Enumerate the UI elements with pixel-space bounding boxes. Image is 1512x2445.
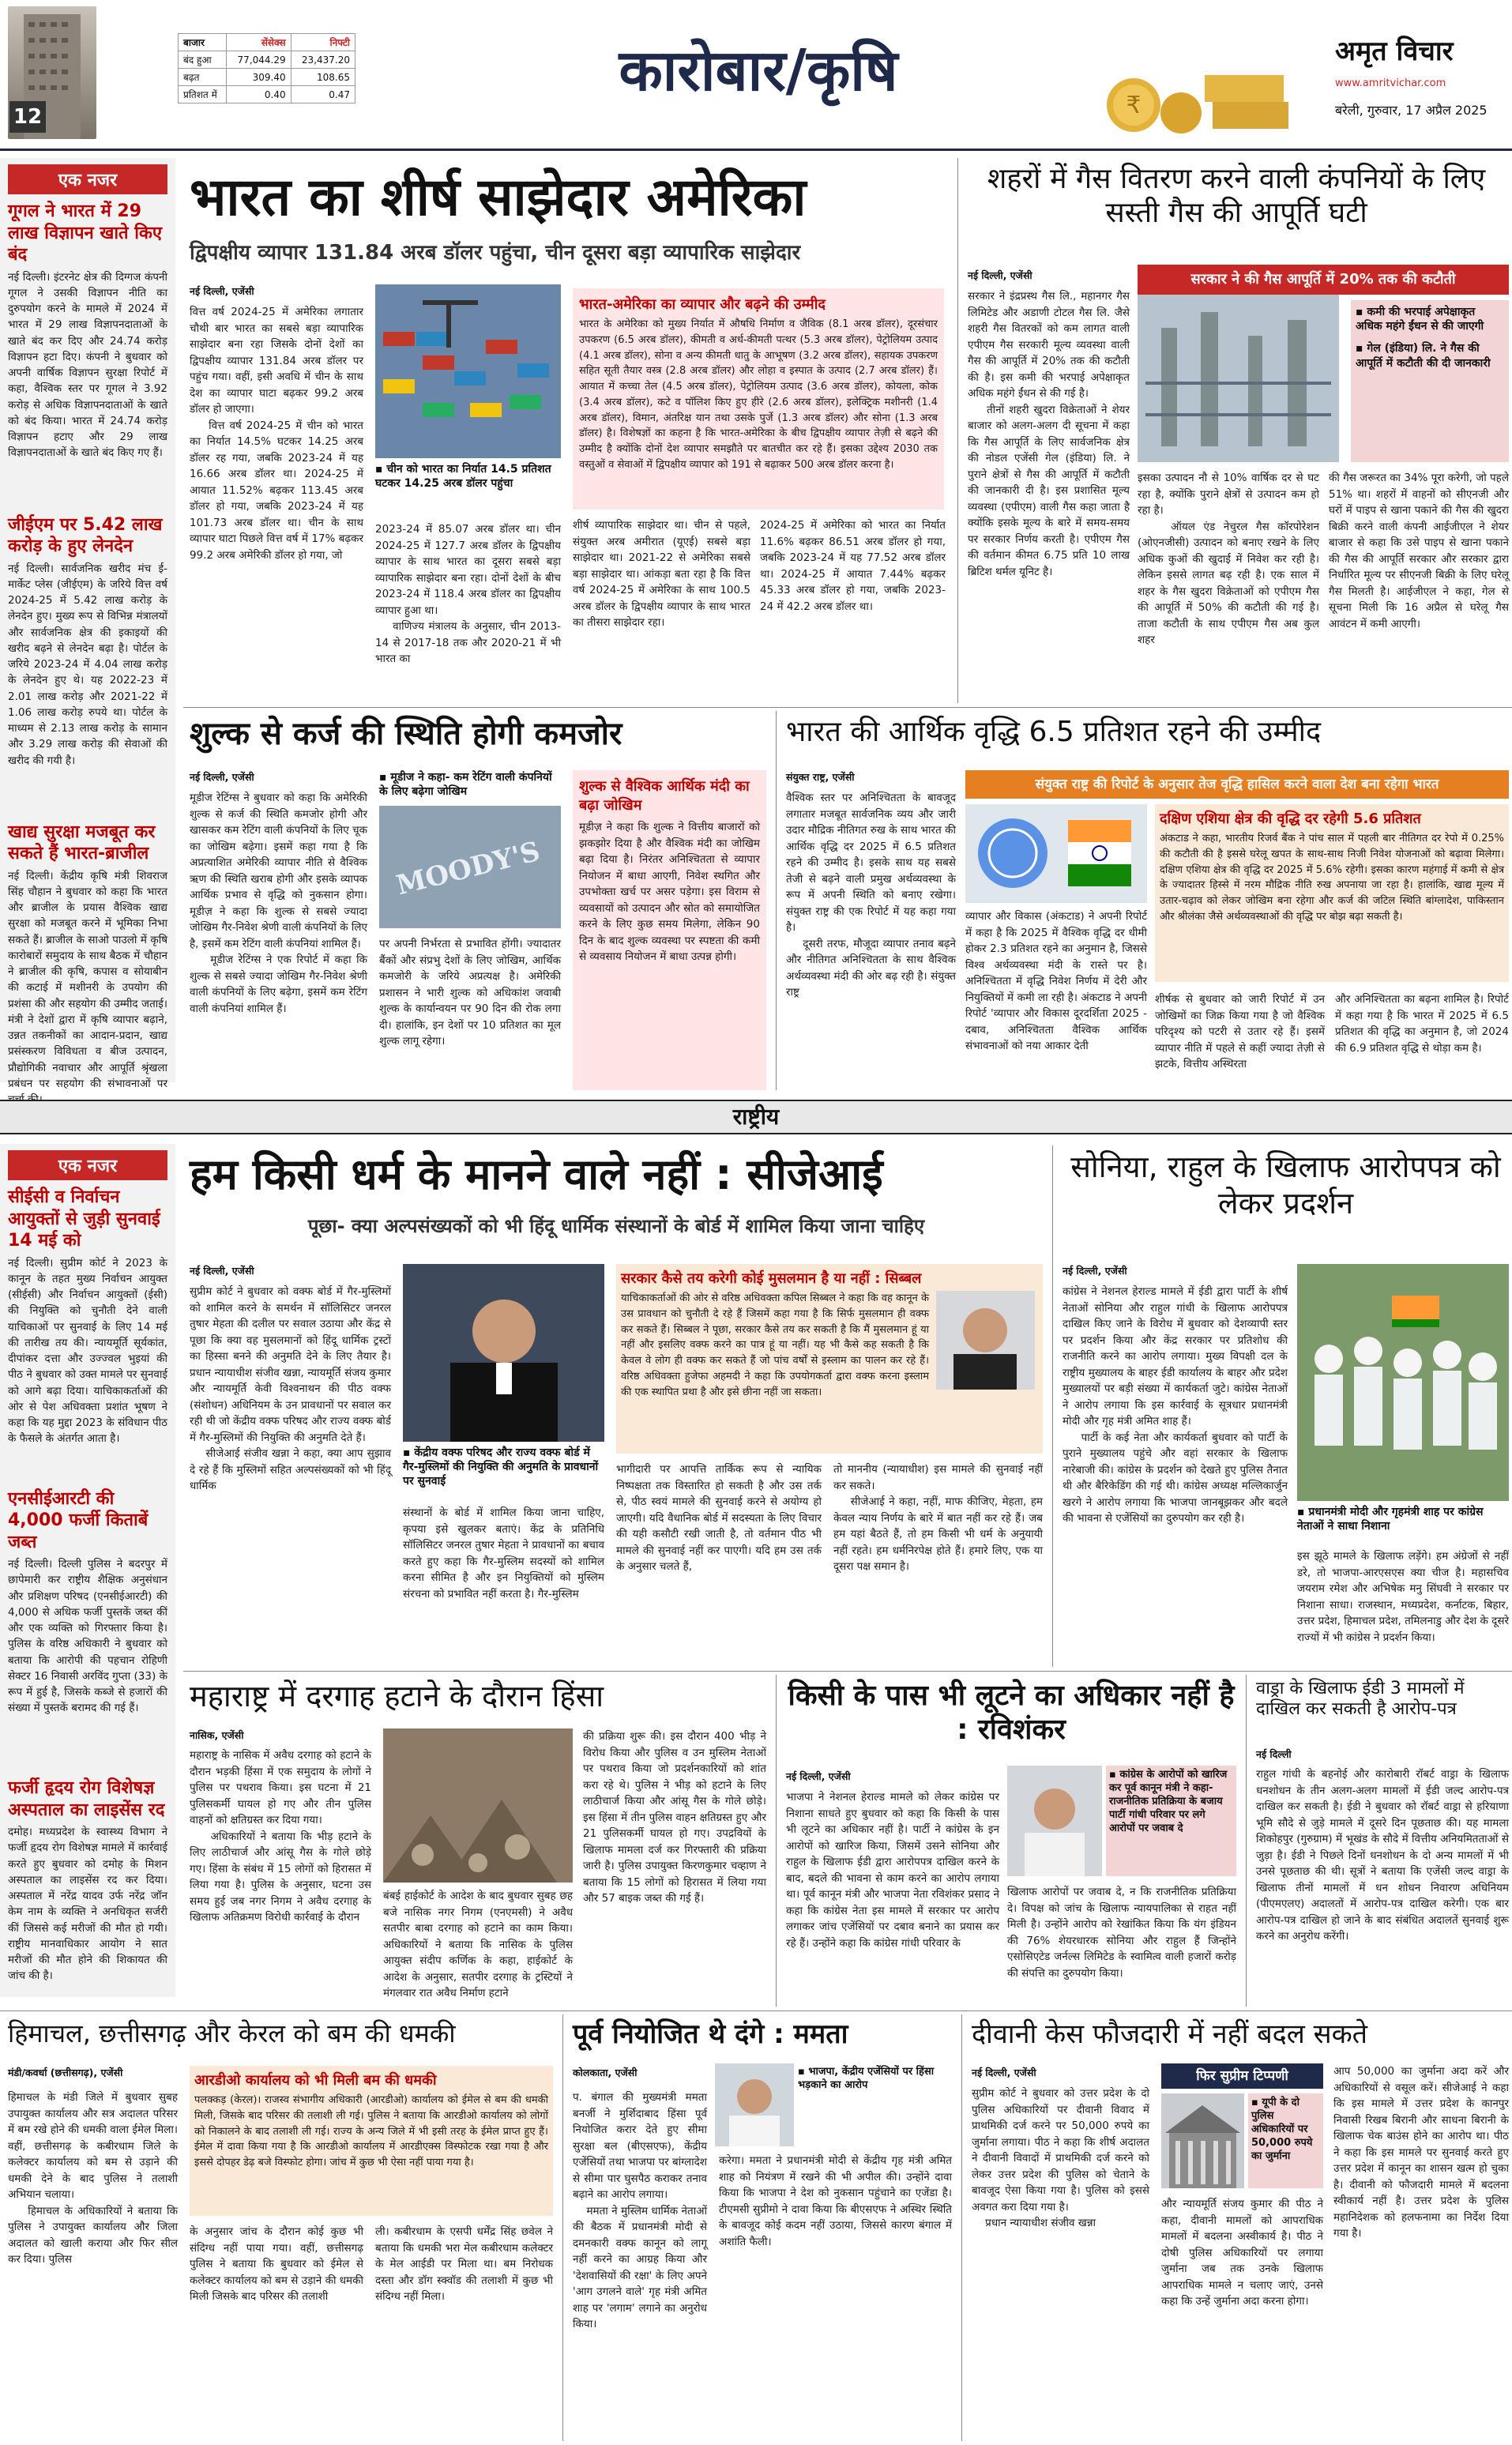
ed-dateline: नई दिल्ली [1256, 1748, 1292, 1760]
row-divider [183, 707, 1512, 708]
lead-headline: भारत का शीर्ष साझेदार अमेरिका [190, 167, 807, 228]
cji-photo-caption: ▪ केंद्रीय वक्फ परिषद और राज्य वक्फ बोर्ड में गैर-मुस्लिमों की नियुक्ति की अनुमति के प्रावधानों पर सुनवाई [403, 1446, 604, 1489]
market-cell: बंद हुआ [179, 51, 227, 69]
cji-photo [403, 1264, 604, 1442]
sc-comment-dateline: नई दिल्ली, एजेंसी [972, 2067, 1036, 2078]
violence-col-2: बंबई हाईकोर्ट के आदेश के बाद बुधवार सुबह छह बजे नासिक नगर निगम (एनएमसी) ने अवैध सतपीर बाबा दरगाह को हटाने का काम किया। अधिकारियों ने बताया कि नासिक के पुलिस आयुक्त संदीप कर्णिक के कहा, हाईकोर्ट के आदेश के अनुसार, सतपीर दरगाह के ट्रस्टियों ने मंगलवार रात अवैध निर्माण हटाने [383, 1890, 577, 2000]
market-header: सेंसेक्स [227, 34, 291, 51]
mamata-col-1: प. बंगाल की मुख्यमंत्री ममता बनर्जी ने मुर्शिदाबाद हिंसा पूर्व नियोजित करार देते हुए सीमा सुरक्षा बल (बीएसएफ), केंद्रीय एजेंसियों तथा भाजपा पर बांग्लादेश से सीमा पार घुसपैठ कराकर तनाव बढ़ाने का आरोप लगाया। ममता ने मुस्लिम धार्मिक नेताओं की बैठक में प्रधानमंत्री मोदी से दमनकारी वक्फ कानून को लागू नहीं करने का आग्रह किया और 'देशवासियों की रक्षा' के लिए अपने 'आग उगलने वाले' गृह मंत्री अमित शाह पर 'लगाम' लगाने का अनुरोध किया। [573, 2091, 707, 2331]
protest-photo-caption: ▪ प्रधानमंत्री मोदी और गृहमंत्री शाह पर कांग्रेस नेताओं ने साधा निशाना [1297, 1505, 1509, 1533]
svg-text:₹: ₹ [1126, 92, 1142, 119]
protest-photo [1297, 1264, 1509, 1501]
market-cell: 108.65 [291, 69, 355, 86]
mamata-side-caption: ▪ भाजपा, केंद्रीय एजेंसियों पर हिंसा भड़काने का आरोप [798, 2066, 952, 2093]
sc-comment-col-3: आप 50,000 का जुर्माना अदा करें और अधिकारियों से वसूल करें। सीजेआई ने कहा कि इस मामले में उत्तर प्रदेश के कानपुर निवासी रिखब बिरानी और साधना बिरानी के खिलाफ चेक बाउंस होने का आरोप था। पीठ ने कहा कि इस मामले पर सुनवाई करते हुए उत्तर प्रदेश में कानून का शासन खत्म हो चुका है। दीवानी को फौजदारी मामले में बदलना स्वीकार्य नहीं है। उत्तर प्रदेश के पुलिस महानिदेशक को हलफनामा का निर्देश दिया गया है। [1333, 2065, 1512, 2240]
mamata-dateline: कोलकाता, एजेंसी [573, 2067, 638, 2078]
tariff-box [573, 770, 766, 1090]
growth-box [1155, 804, 1509, 982]
newspaper-name: अमृत विचार [1335, 36, 1454, 67]
growth-col-4: और अनिश्चितता का बढ़ना शामिल है। रिपोर्ट में कहा गया है कि भारत में 2025 में 6.5 प्रतिशत की वृद्धि का अनुमान है, जो 2024 की 6.9 प्रतिशत वृद्धि से थोड़ा कम है। [1335, 993, 1512, 1055]
market-header: निफ्टी [291, 34, 355, 51]
sibal-photo [936, 1291, 1035, 1390]
lead-col-4: 2024-25 में अमेरिका को भारत का निर्यात 11.6% बढ़कर 86.51 अरब डॉलर हो गया, जबकि 2023-24 में यह 77.52 अरब डॉलर था। 2024-25 में आयात 7.44% बढ़कर 45.33 अरब डॉलर हो गया, जबकि 2023-24 में 42.2 अरब डॉलर था। [760, 519, 950, 613]
market-cell: 0.40 [227, 86, 291, 103]
ed-headline: वाड्रा के खिलाफ ईडी 3 मामलों में दाखिल कर सकती है आरोप-पत्र [1256, 1679, 1465, 1720]
dateline-top: बरेली, गुरुवार, 17 अप्रैल 2025 [1335, 103, 1488, 118]
ravishankar-headline: किसी के पास भी लूटने का अधिकार नहीं है : रविशंकर [788, 1680, 1235, 1747]
sonia-col-1: कांग्रेस ने नेशनल हेराल्ड मामले में ईडी द्वारा पार्टी के शीर्ष नेताओं सोनिया और राहुल गांधी के खिलाफ आरोपपत्र दाखिल किए जाने के विरोध में बुधवार को देशव्यापी स्तर पर प्रदर्शन किया और केंद्र सरकार पर प्रतिशोध की राजनीति करने का आरोप लगाया। मुख्य विपक्षी दल के राष्ट्रीय मुख्यालय के बाहर ईडी कार्यालय के बाहर और प्रदेश मुख्यालयों पर बड़ी संख्या में कार्यकर्ता जुटे। कांग्रेस नेताओं ने आरोप लगाया कि इस कार्रवाई के सूत्रधार प्रधानमंत्री मोदी और गृह मंत्री अमित शाह हैं। पार्टी के कई नेता और कार्यकर्ता बुधवार को पार्टी के पुराने मुख्यालय पहुंचे और वहां सरकार के खिलाफ नारेबाजी की। कांग्रेस के प्रदर्शन को देखते हुए पुलिस तैनात थी और बैरिकेडिंग की गई थी। कांग्रेस अध्यक्ष मल्लिकार्जुन खरगे ने आरोप लगाया कि भाजपा जानबूझकर और बदले की भावना से एजेंसियों का दुरुपयोग कर रही है। [1063, 1285, 1288, 1525]
sonia-col-2: इस झूठे मामले के खिलाफ लड़ेंगे। हम अंग्रेजों से नहीं डरे, तो भाजपा-आरएसएस क्या चीज है। महासचिव जयराम रमेश और अभिषेक मनु सिंघवी ने सरकार पर निशाना साधा। राजस्थान, मध्यप्रदेश, कर्नाटक, बिहार, उत्तर प्रदेश, हिमाचल प्रदेश, तमिलनाडु और देश के दूसरे राज्यों में भी कांग्रेस ने प्रदर्शन किया। [1297, 1550, 1512, 1644]
column-divider [776, 711, 777, 1090]
sonia-headline: सोनिया, राहुल के खिलाफ आरोपपत्र को लेकर प्रदर्शन [1070, 1149, 1501, 1221]
sidebar-headline: सीईसी व निर्वाचन आयुक्तों से जुड़ी सुनवाई 14 मई को [8, 1187, 160, 1251]
lead-col-3: शीर्ष व्यापारिक साझेदार था। चीन से पहले, संयुक्त अरब अमीरात (यूएई) सबसे बड़ा साझेदार था। 2021-22 से अमेरिका सबसे बड़ा साझेदार था। आंकड़ा बता रहा है कि वित्त वर्ष 2024-25 में अमेरिका के साथ 100.5 अरब डॉलर के द्विपक्षीय व्यापार के साथ भारत का तीसरा साझेदार रहा। [573, 519, 754, 630]
moodys-logo-text: MOODY'S [393, 835, 543, 902]
ravishankar-photo [1007, 1766, 1102, 1876]
masthead [0, 0, 1512, 150]
threat-col-3: ली। कबीरधाम के एसपी धर्मेंद्र सिंह छवेल ने बताया कि धमकी भरा मेल कबीरधाम कलेक्टर के मेल आईडी पर मिला था। बम निरोधक दस्ता और डॉग स्क्वॉड की तलाशी में कुछ भी संदिग्ध नहीं मिला। [375, 2225, 557, 2304]
market-cell: 0.47 [291, 86, 355, 103]
sc-comment-label: फिर सुप्रीम टिप्पणी [1161, 2063, 1323, 2089]
sidebar-text: नई दिल्ली। दिल्ली पुलिस ने बदरपुर में छापेमारी कर राष्ट्रीय शैक्षिक अनुसंधान और प्रशिक्षण परिषद (एनसीईआरटी) की 4,000 से अधिक फर्जी पुस्तकें जब्त कीं और एक व्यक्ति को गिरफ्तार किया है। पुलिस के वरिष्ठ अधिकारी ने बुधवार को बताया कि आरोपी की पहचान रोहिणी सेक्टर 16 निवासी अरविंद गुप्ता (33) के रूप में हुई है, जिसके कब्जे से हजारों की संख्या में पुस्तकें बरामद की गई हैं। [8, 1558, 167, 1715]
moodys-photo [379, 806, 561, 928]
ravishankar-col-1: भाजपा ने नेशनल हेराल्ड मामले को लेकर कांग्रेस पर निशाना साधते हुए बुधवार को कहा कि किसी के पास भी लूटने का अधिकार नहीं है। पार्टी ने कांग्रेस के इन आरोपों को खारिज किया, जिसमें उसने सोनिया और राहुल के खिलाफ ईडी द्वारा आरोपपत्र दाखिल करने के बाद, बदले की भावना से काम करने का आरोप लगाया था। पूर्व कानून मंत्री और भाजपा नेता रविशंकर प्रसाद ने कहा कि कांग्रेस नेता इस मामले में सरकार पर आरोप लगाकर जांच एजेंसियों पर दबाव बनाने का प्रयास कर रहे हैं। उन्होंने कहा कि कांग्रेस गांधी परिवार के [786, 1791, 1003, 1950]
market-cell: 23,437.20 [291, 51, 355, 69]
threat-col-1: हिमाचल के मंडी जिले में बुधवार सुबह उपायुक्त कार्यालय और सत्र अदालत परिसर में बम रखे होने की धमकी वाला ईमेल मिला। वहीं, छत्तीसगढ़ के कबीरधाम जिले के कलेक्टर कार्यालय को बम से उड़ाने की धमकी देने के बाद पुलिस ने तलाशी अभियान चलाया। हिमाचल के अधिकारियों ने बताया कि पुलिस ने उपायुक्त कार्यालय और जिला अदालत को खाली कराया और फिर सील कर दिया। पुलिस [8, 2091, 178, 2266]
column-divider [961, 2014, 962, 2441]
sc-col-2: संस्थानों के बोर्ड में शामिल किया जाना चाहिए, कृपया इसे खुलकर बताएं। केंद्र के प्रतिनिधि सॉलिसिटर जनरल तुषार मेहता ने प्रावधानों का बचाव करते हुए कहा कि गैर-मुस्लिम सदस्यों को शामिल करना सीमित है और इन नियुक्तियों को मुस्लिम संरचना को प्रभावित नहीं करता है। गैर-मुस्लिम [403, 1506, 608, 1601]
threat-box-title: आरडीओ कार्यालय को भी मिली बम की धमकी [194, 2072, 437, 2089]
tariff-box-title: शुल्क से वैश्विक आर्थिक मंदी का बढ़ा जोखिम [579, 778, 750, 814]
violence-dateline: नासिक, एजेंसी [190, 1729, 244, 1741]
growth-dateline: संयुक्त राष्ट्र, एजेंसी [786, 771, 855, 783]
market-header: बाजार [179, 34, 227, 51]
sibal-box-title: सरकार कैसे तय करेगी कोई मुसलमान है या नहीं : सिब्बल [621, 1270, 922, 1287]
sibal-box [616, 1264, 1043, 1454]
violence-col-3: की प्रक्रिया शुरू की। इस दौरान 400 भीड़ ने विरोध किया और पुलिस व उन मुस्लिम नेताओं पर पथराव किया जो प्रदर्शनकारियों को शांत करा रहे थे। पुलिस ने भीड़ को हटाने के लिए लाठीचार्ज किया और आंसू गैस के गोले छोड़े। इस हिंसा में तीन पुलिस वाहन क्षतिग्रस्त हुए और 21 पुलिसकर्मी घायल हो गए। उपद्रवियों के खिलाफ मामला दर्ज कर गिरफ्तारी की प्रक्रिया जारी है। पुलिस उपायुक्त किरणकुमार चव्हाण ने बताया कि 15 लोगों को हिरासत में लिया गया और 57 बाइक जब्त की गई हैं। [583, 1730, 770, 1905]
ravishankar-photo-caption: ▪ कांग्रेस के आरोपों को खारिज कर पूर्व कानून मंत्री ने कहा- राजनीतिक प्रतिक्रिया के बजाय पार्टी गांधी परिवार पर लगे आरोपों पर जवाब दे [1109, 1769, 1233, 1835]
sc-comment-col-1: सुप्रीम कोर्ट ने बुधवार को उत्तर प्रदेश के दो पुलिस अधिकारियों पर दीवानी विवाद में प्राथमिकी दर्ज करने पर 50,000 रुपये का जुर्माना लगाया। पीठ ने कहा कि शीर्ष अदालत ने दीवानी विवादों में प्राथमिकी दर्ज करने को लेकर उत्तर प्रदेश की पुलिस को चेताने के बावजूद ऐसा किया गया है। पुलिस को इससे अवगत करा दिया गया है। प्रधान न्यायाधीश संजीव खन्ना [972, 2087, 1149, 2230]
tariff-photo-caption: ▪ मूडीज ने कहा- कम रेटिंग वाली कंपनियों के लिए बढ़ेगा जोखिम [379, 770, 561, 799]
demolition-photo [383, 1728, 573, 1883]
market-row [179, 69, 355, 86]
market-cell: बढ़त [179, 69, 227, 86]
header-rule [0, 149, 1512, 151]
growth-col-2: व्यापार और विकास (अंकटाड) ने अपनी रिपोर्ट में कहा है कि 2025 में वैश्विक वृद्धि दर धीमी होकर 2.3 प्रतिशत रहने का अनुमान है, जिससे विश्व अर्थव्यवस्था मंदी के रास्ते पर है। अनिश्चितता में वृद्धि निवेश निर्णय में देरी और नियुक्तियों में कमी ला रही है। अंकटाड ने अपनी रिपोर्ट 'व्यापार और विकास दूरदर्शिता 2025 - दबाव, अनिश्चितता वैश्विक आर्थिक संभावनाओं को नया आकार देती [965, 910, 1151, 1053]
sonia-dateline: नई दिल्ली, एजेंसी [1063, 1265, 1127, 1277]
sidebar-label: एक नजर [8, 1150, 167, 1180]
sidebar-label: एक नजर [8, 164, 167, 194]
column-divider [1052, 1145, 1053, 1667]
sc-headline: हम किसी धर्म के मानने वाले नहीं : सीजेआई [190, 1149, 883, 1199]
sc-comment-col-2: और न्यायमूर्ति संजय कुमार की पीठ ने कहा, दीवानी मामलों को आपराधिक मामलों में बदलना अस्वीकार्य है। पीठ ने दोषी पुलिस अधिकारियों पर लगाया जुर्माना जब तक उनके खिलाफ आपराधिक मामले न चलाए जाएं, उनसे कहा कि उन्हें जुर्माना अदा करना होगा। [1161, 2198, 1327, 2308]
lead-box-title: भारत-अमेरिका का व्यापार और बढ़ने की उम्मीद [579, 296, 826, 313]
lead-info-box [573, 288, 944, 510]
gold-coins-image [1102, 43, 1296, 138]
market-cell: 77,044.29 [227, 51, 291, 69]
growth-col-3: शीर्षक से बुधवार को जारी रिपोर्ट में उन जोखिमों का जिक्र किया गया है जो वैश्विक परिदृश्य को पटरी से उतार रहे हैं। इसमें व्यापार नीति में पहले से कहीं ज्यादा तेज़ी से झटके, वित्तीय अस्थिरता [1155, 993, 1329, 1071]
violence-col-1: महाराष्ट्र के नासिक में अवैध दरगाह को हटाने के दौरान भड़की हिंसा में एक समुदाय के लोगों ने पुलिस पर पथराव किया। इस घटना में 21 पुलिसकर्मी घायल हो गए और तीन पुलिस वाहनों को क्षतिग्रस्त कर दिया गया। अधिकारियों ने बताया कि भीड़ हटाने के लिए लाठीचार्ज और आंसू गैस के गोले छोड़े गए। हिंसा के संबंध में 15 लोगों को हिरासत में लिया गया है। पुलिस के अनुसार, घटना उस समय हुई जब नगर निगम ने अवैध दरगाह के खिलाफ अतिक्रमण विरोधी कार्रवाई के दौरान [190, 1749, 371, 1924]
threat-col-2: के अनुसार जांच के दौरान कोई कुछ भी संदिग्ध नहीं पाया गया। वहीं, छत्तीसगढ़ पुलिस ने बताया कि बुधवार को ईमेल से कलेक्टर कार्यालय को बम से उड़ाने की धमकी मिली जिसके बाद परिसर की तलाशी [190, 2225, 367, 2304]
fine-box-text: ▪ यूपी के दो पुलिस अधिकारियों पर 50,000 रुपये का जुर्माना [1251, 2097, 1320, 2163]
sc-comment-headline: दीवानी केस फौजदारी में नहीं बदल सकते [972, 2018, 1368, 2050]
growth-headline: भारत की आर्थिक वृद्धि 6.5 प्रतिशत रहने की उम्मीद [786, 716, 1322, 748]
gas-col-2: इसका उत्पादन नौ से 10% वार्षिक दर से घट रहा है, क्योंकि पुराने क्षेत्रों से उत्पादन कम हो रहा है। ऑयल एंड नेचुरल गैस कॉरपोरेशन (ओएनजीसी) उत्पादन को बनाए रखने के लिए अधिक कुओं की खुदाई में निवेश कर रही है। लेकिन इससे लागत बढ़ रही है। एक साल में शहर के गैस खुदरा विक्रेताओं को एपीएम गैस की आपूर्ति में 50% की कटौती की गई है। ताजा कटौती के साथ एपीएम गैस अब कुल शहर [1138, 472, 1319, 647]
threat-dateline: मंडी/कवर्धा (छत्तीसगढ़), एजेंसी [8, 2067, 123, 2078]
market-cell: प्रतिशत में [179, 86, 227, 103]
supreme-court-photo [1161, 2093, 1244, 2188]
sidebar-headline: एनसीईआरटी की 4,000 फर्जी किताबें जब्त [8, 1488, 149, 1552]
row-divider [183, 1671, 1512, 1672]
section-title: कारोबार/कृषि [619, 37, 898, 103]
page-number: 12 [9, 101, 46, 133]
sidebar-text: नई दिल्ली। सार्वजनिक खरीद मंच ई-मार्केट प्लेस (जीईएम) के जरिये वित्त वर्ष 2024-25 में 5.42 लाख करोड़ के लेनदेन हुए। मुख्य रूप से विभिन्न मंत्रालयों और सार्वजनिक क्षेत्र की इकाइयों की खरीद बढ़ने से लेनदेन बढ़ा है। पोर्टल के जरिये 2023-24 में 4.04 लाख करोड़ के लेनदेन हुए थे। यह 2022-23 में 2.01 लाख करोड़ और 2021-22 में 1.06 लाख करोड़ रुपये था। पोर्टल के माध्यम से 2.13 लाख करोड़ के सामान और 3.29 लाख करोड़ की सेवाओं की खरीद की गयी है। [8, 562, 167, 767]
section-national-title: राष्ट्रीय [732, 1104, 780, 1130]
sc-col-1: सुप्रीम कोर्ट ने बुधवार को वक्फ बोर्ड में गैर-मुस्लिमों को शामिल करने के समर्थन में सॉलिसिटर जनरल तुषार मेहता की दलील पर सवाल उठाया और केंद्र से पूछा कि क्या वह मुसलमानों को हिंदू धार्मिक ट्रस्टों का हिस्सा बनने की अनुमति देने के लिए तैयार है। प्रधान न्यायाधीश संजीव खन्ना, न्यायमूर्ति संजय कुमार और न्यायमूर्ति केवी विश्वनाथन की पीठ वक्फ (संशोधन) अधिनियम के उन प्रावधानों पर सवाल कर रही थी जो केंद्रीय वक्फ परिषद और राज्य वक्फ बोर्ड में गैर-मुस्लिमों की नियुक्ति की अनुमति देते हैं। सीजेआई संजीव खन्ना ने कहा, क्या आप सुझाव दे रहे हैं कि मुस्लिमों सहित अल्पसंख्यकों को भी हिंदू धार्मिक [190, 1285, 392, 1493]
ravishankar-dateline: नई दिल्ली, एजेंसी [786, 1770, 851, 1782]
sidebar-text: दमोह। मध्यप्रदेश के स्वास्थ्य विभाग ने फर्जी हृदय रोग विशेषज्ञ मामले में कार्रवाई करते हुए बुधवार को दमोह के मिशन अस्पताल का लाइसेंस रद कर दिया। अस्पताल में नरेंद्र यादव उर्फ नरेंद्र जॉन केम नाम के व्यक्ति ने अनधिकृत सर्जरी कीं जिससे कई मरीजों की मौत हो गयी। राष्ट्रीय मानवाधिकार आयोग ने सात मरीजों की मौत होने की शिकायत की जांच की है। [8, 1826, 167, 1983]
market-cell: 309.40 [227, 69, 291, 86]
gas-bullet: ▪ कमी की भरपाई अपेक्षाकृत अधिक महंगे ईंधन से की जाएगी [1356, 305, 1504, 333]
lead-col-2: 2023-24 में 85.07 अरब डॉलर था। चीन 2024-25 में 127.7 अरब डॉलर के द्विपक्षीय व्यापार के साथ भारत का दूसरा सबसे बड़ा व्यापारिक साझेदार बना रहा। दोनों देशों के बीच 2023-24 में 118.4 अरब डॉलर का द्विपक्षीय व्यापार हुआ था। वाणिज्य मंत्रालय के अनुसार, चीन 2013-14 से 2017-18 तक और 2020-21 में भी भारत का [375, 523, 561, 666]
un-flags-photo [965, 804, 1147, 903]
market-row [179, 51, 355, 69]
tariff-col-1: मूडीज रेटिंग्स ने बुधवार को कहा कि अमेरिकी शुल्क से कर्ज की स्थिति कमजोर होगी और खासकर कम रेटिंग वाली कंपनियों के लिए चूक का जोखिम बढ़ेगा। इसमें कहा गया है कि अप्रत्याशित अमेरिकी व्यापार नीति से वैश्विक ऋण की स्थिति खराब होगी और इसके व्यापक आर्थिक प्रभाव से वृद्धि को नुकसान होगा। मूडीज़ ने कहा कि शुल्क से सबसे ज्यादा जोखिम गैर-निवेश श्रेणी वाली कंपनियों के लिए है, इसमें कम रेटिंग वाली कंपनियां शामिल हैं। मूडीज रेटिंग्स ने एक रिपोर्ट में कहा कि शुल्क से सबसे ज्यादा जोखिम गैर-निवेश श्रेणी वाली कंपनियों के लिए बढ़ेगा, इसमें कम रेटिंग वाली कंपनियां शामिल हैं। [190, 792, 368, 1015]
lead-dateline: नई दिल्ली, एजेंसी [190, 285, 254, 297]
column-divider [1246, 1675, 1247, 2007]
sidebar-text: नई दिल्ली। सुप्रीम कोर्ट ने 2023 के कानून के तहत मुख्य निर्वाचन आयुक्त (सीईसी) और निर्वाचन आयुक्तों (ईसी) की नियुक्ति को चुनौती देने वाली याचिकाओं पर सुनवाई के लिए 14 मई की तारीख तय की। न्यायमूर्ति सूर्यकांत, दीपांकर दत्ता और उज्ज्वल भुइयां की पीठ ने बुधवार को उक्त मामले पर सुनवाई को आगे बढ़ा दिया। याचिकाकर्ताओं की ओर से पेश अधिवक्ता प्रशांत भूषण ने कहा कि यह मुद्दा 2023 के संविधान पीठ के फैसले के अंतर्गत आता है। [8, 1256, 167, 1446]
sibal-box-text: याचिकाकर्ताओं की ओर से वरिष्ठ अधिवक्ता कपिल सिब्बल ने कहा कि वह कानून के उस प्रावधान को चुनौती दे रहे हैं जिसमें कहा गया है कि सिर्फ मुसलमान ही वक्फ कर सकते हैं। सिब्बल ने पूछा, सरकार कैसे तय कर सकती है कि मैं मुसलमान हूं या नहीं और इसलिए वक्फ करने का पात्र हूं या नहीं। यह भी कैसे कह सकती है कि केवल वे लोग ही वक्फ कर सकते हैं जो पांच वर्षों से इस्लाम का पालन कर रहे हैं। वरिष्ठ अधिवक्ता हुजेफा अहमदी ने कहा कि उपयोगकर्ता द्वारा वक्फ करना इस्लाम की एक स्थापित प्रथा है और इसे छीना नहीं जा सकता। [621, 1292, 933, 1398]
growth-col-1: वैश्विक स्तर पर अनिश्चितता के बावजूद लगातार मजबूत सार्वजनिक व्यय और जारी उदार मौद्रिक नीतिगत रुख के साथ भारत की आर्थिक वृद्धि दर 2025 में 6.5 प्रतिशत रहने की उम्मीद है। इसके साथ यह सबसे तेजी से बढ़ने वाली प्रमुख अर्थव्यवस्था के रूप में अपनी स्थिति को बनाए रखेगा। संयुक्त राष्ट्र की एक रिपोर्ट में यह कहा गया है। दूसरी तरफ, मौजूदा व्यापार तनाव बढ़ने और नीतिगत अनिश्चितता के साथ वैश्विक अर्थव्यवस्था मंदी की ओर बढ़ रही है। संयुक्त राष्ट्र [786, 792, 957, 999]
lead-col-1: वित्त वर्ष 2024-25 में अमेरिका लगातार चौथी बार भारत का सबसे बड़ा व्यापारिक साझेदार बना रहा जिसके दोनों देशों का द्विपक्षीय व्यापार 131.84 अरब डॉलर पर पहुंच गया। वहीं, इसी अवधि में चीन के साथ देश का व्यापार घाटा बढ़कर 99.2 अरब डॉलर हो जाएगा। वित्त वर्ष 2024-25 में चीन को भारत का निर्यात 14.5% घटकर 14.25 अरब डॉलर रह गया, जबकि 2023-24 में यह 16.66 अरब डॉलर था। 2024-25 में आयात 11.52% बढ़कर 113.45 अरब डॉलर हो गया, जबकि 2023-24 में यह 101.73 अरब डॉलर था। चीन के साथ व्यापार घाटा पिछले वित्त वर्ष में 17% बढ़कर 99.2 अरब अमेरिकी डॉलर हो गया, जो [190, 306, 364, 562]
column-divider [562, 2014, 563, 2441]
gas-col-3: की गैस जरूरत का 34% पूरा करेगी, जो पहले 51% था। शहरों में वाहनों को सीएनजी और घरों में पाइप से खाना पकाने की गैस की खुदरा बिक्री करने वाली कंपनी आईजीएल ने शेयर बाजार से कहा कि उसे पाइप से खाना पकाने की गैस की आपूर्ति सरकार और सरकार द्वारा निर्धारित मूल्य पर सीएनजी बिक्री के लिए घरेलू गैस मिलती है। आईजीएल ने कहा, गेल से सूचना मिली कि 16 अप्रैल से घरेलू गैस आवंटन में कमी आएगी। [1329, 472, 1512, 630]
column-divider [776, 1675, 777, 2007]
gas-col-1: सरकार ने इंद्रप्रस्थ गैस लि., महानगर गैस लिमिटेड और अडाणी टोटल गैस लि. जैसे शहरी गैस वितरकों को कम लागत वाली एपीएम गैस सरकारी मूल्य व्यवस्था वाली गैस की आपूर्ति में 20% तक की कटौती की है। इस कमी की भरपाई अपेक्षाकृत अधिक महंगे ईंधन से की गई है। तीनों शहरी खुदरा विक्रेताओं ने शेयर बाजार को अलग-अलग दी सूचना में कहा कि गैस आपूर्ति के लिए सार्वजनिक क्षेत्र की नोडल एजेंसी गेल (इंडिया) लि. ने पुराने क्षेत्रों से गैस की आपूर्ति में कटौती की जानकारी दी है। इस प्रशासित मूल्य व्यवस्था (एपीएम) वाली गैस कहा जाता है क्योंकि इसके मूल्य के बारे में समय-समय पर सरकार निर्णय करती है। एपीएम गैस की वर्तमान कीमत 6.75 प्रति 10 लाख ब्रिटिश थर्मल यूनिट है। [968, 290, 1130, 578]
violence-headline: महाराष्ट्र में दरगाह हटाने के दौरान हिंसा [190, 1679, 604, 1713]
sidebar-text: नई दिल्ली। केंद्रीय कृषि मंत्री शिवराज सिंह चौहान ने बुधवार को कहा कि भारत और ब्राजील के प्रयास वैश्विक खाद्य सुरक्षा को मजबूत करने में भूमिका निभा सकते हैं। ब्राजील के साओ पाउलो में कृषि कारोबारों समुदाय के साथ बैठक में चौहान ने ब्राजील की कृषि, कपास व सोयाबीन की कटाई में मशीनरी के उपयोग की प्रशंसा की और सहयोग की उम्मीद जताई। मंत्री ने देशों द्वारा में कृषि व्यापार बढ़ाने, उन्नत तकनीकों का आदान-प्रदान, खाद्य प्रसंस्करण विविधता व बीज उत्पादन, प्रौद्योगिकी नवाचार और आपूर्ति श्रृंखला प्रबंधन पर सहयोग की संभावनाओं पर [8, 869, 167, 1090]
ravishankar-col-2: खिलाफ आरोपों पर जवाब दे, न कि राजनीतिक प्रतिक्रिया दे। विपक्ष को जांच के खिलाफ न्यायपालिका से राहत नहीं मिली है। उन्होंने आरोप को रेखांकित किया कि यंग इंडियन की 76% शेयरधारक सोनिया और राहुल हैं जिन्होंने एसोसिएटेड जर्नल्स लिमिटेड के स्वामित्व वाली हजारों करोड़ की संपत्ति का दुरुपयोग किया। [1007, 1886, 1240, 1980]
market-table [178, 33, 355, 103]
sidebar-headline: गूगल ने भारत में 29 लाख विज्ञापन खाते किए बंद [8, 201, 163, 265]
threat-headline: हिमाचल, छत्तीसगढ़ और केरल को बम की धमकी [8, 2018, 456, 2048]
lead-subhead: द्विपक्षीय व्यापार 131.84 अरब डॉलर पहुंचा, चीन दूसरा बड़ा व्यापारिक साझेदार [190, 241, 801, 265]
sidebar-text: नई दिल्ली। इंटरनेट क्षेत्र की दिग्गज कंपनी गूगल ने उसकी विज्ञापन नीति का दुरुपयोग करने के मामले में 2024 में भारत में 29 लाख विज्ञापनदाताओं के खाते बंद कर दिए और 24.74 करोड़ विज्ञापन हटा दिए। कंपनी ने बुधवार को अपनी वार्षिक विज्ञापन सुरक्षा रिपोर्ट में कहा, वैश्विक स्तर पर गूगल ने 3.92 करोड़ से अधिक विज्ञापनदाताओं के खाते को बंद किया। भारत में 24.74 करोड़ विज्ञापन हटाए और 29 लाख विज्ञापनदाताओं के खाते बंद किए गए हैं। [8, 270, 167, 460]
sc-dateline: नई दिल्ली, एजेंसी [190, 1265, 254, 1277]
sidebar-bottom [0, 1144, 175, 1997]
website: www.amritvichar.com [1335, 77, 1446, 89]
growth-banner: संयुक्त राष्ट्र की रिपोर्ट के अनुसार तेज वृद्धि हासिल करने वाला देश बना रहेगा भारत [965, 770, 1509, 799]
tariff-box-text: मूडीज़ ने कहा कि शुल्क ने वित्तीय बाजारों को झकझोर दिया है और वैश्विक मंदी का जोखिम बढ़ा दिया है। निरंतर अनिश्चितता से व्यापार नियोजन में बाधा आएगी, निवेश स्थगित और उपभोक्ता खर्च पर असर पड़ेगा। इस विराम से व्यवसायों को उत्पादन और स्रोत को समायोजित करने के लिए कुछ समय मिलेगा, लेकिन 90 दिन के बाद शुल्क व्यवस्था पर स्पष्टता की कमी से व्यवसाय नियोजन में बाधा उत्पन्न होगी। [579, 821, 764, 964]
ravishankar-caption-box [1106, 1766, 1236, 1876]
gas-bullets [1351, 300, 1509, 462]
sidebar-top [0, 158, 175, 1090]
sidebar-headline: खाद्य सुरक्षा मजबूत कर सकते हैं भारत-ब्राजील [8, 822, 156, 863]
growth-box-title: दक्षिण एशिया क्षेत्र की वृद्धि दर रहेगी 5.6 प्रतिशत [1160, 811, 1421, 827]
port-photo [375, 284, 561, 458]
mamata-photo [715, 2063, 794, 2146]
sidebar-headline: फर्जी हृदय रोग विशेषज्ञ अस्पताल का लाइसेंस रद [8, 1778, 165, 1820]
mamata-headline: पूर्व नियोजित थे दंगे : ममता [573, 2018, 848, 2050]
gas-banner: सरकार ने की गैस आपूर्ति में 20% तक की कटौती [1138, 265, 1509, 295]
sc-subhead: पूछा- क्या अल्पसंख्यकों को भी हिंदू धार्मिक संस्थानों के बोर्ड में शामिल किया जाना चाहिए [307, 1215, 925, 1237]
lead-box-text: भारत के अमेरिका को मुख्य निर्यात में औषधि निर्माण व जैविक (8.1 अरब डॉलर), दूरसंचार उपकरण (6.5 अरब डॉलर), कीमती व अर्ध-कीमती पत्थर (5.3 अरब डॉलर), पेट्रोलियम उत्पाद (4.1 अरब डॉलर), सोना व अन्य कीमती धातु के आभूषण (3.2 अरब डॉलर), सहायक उपकरण सहित सूती तैयार वस्त्र (2.8 अरब डॉलर) और लोहा व इस्पात के उत्पाद (2.7 अरब डॉलर) हैं। आयात में कच्चा तेल (4.5 अरब डॉलर), पेट्रोलियम उत्पाद (3.6 अरब डॉलर), कोयला, कोक (3.4 अरब डॉलर), कटे व पॉलिश किए हुए हीरे (2.6 अरब डॉलर), इलेक्ट्रिक मशीनरी (1.4 अरब डॉलर), विमान, अंतरिक्ष यान तथा उसके पुर्जे (1.3 अरब डॉलर) और सोना (1.3 अरब डॉलर) है। विशेषज्ञों का कहना है कि भारत-अमेरिका के बीच द्विपक्षीय व्यापार तेज़ी से बढ़ने की उम्मीद है क्योंकि दोनों देश व्यापार समझौते पर बातचीत कर रहे हैं। इसका उद्देश्य 2030 तक वस्तुओं व सेवाओं में द्विपक्षीय व्यापार को 191 से बढ़ाकर 500 अरब डॉलर करना है। [579, 318, 942, 471]
market-row [179, 86, 355, 103]
gas-headline: शहरों में गैस वितरण करने वाली कंपनियों के लिए सस्ती गैस की आपूर्ति घटी [987, 163, 1486, 230]
port-photo-caption: ▪ चीन को भारत का निर्यात 14.5 प्रतिशत घटकर 14.25 अरब डॉलर पहुंचा [375, 462, 561, 491]
fine-box [1248, 2093, 1323, 2188]
ed-text: राहुल गांधी के बहनोई और कारोबारी रॉबर्ट वाड्रा के खिलाफ धनशोधन के तीन अलग-अलग मामलों में ईडी जल्द आरोप-पत्र दाखिल कर सकती है। ईडी ने बुधवार को रॉबर्ट वाड्रा से हरियाणा भूमि सौदे से जुड़े मामले में दूसरे दिन पूछताछ की। यह मामला शिकोहपुर (गुरुग्राम) में भूखंड के सौदे में वित्तीय अनियमितताओं से जुड़ा है। ईडी ने पिछले दिनों धनशोधन के दो अन्य मामलों में भी उनसे पूछताछ की थी। सूत्रों ने बताया कि एजेंसी जल्द वाड्रा के खिलाफ तीनों मामलों में धन शोधन निवारण अधिनियम (पीएमएलए) अदालतों में आरोप-पत्र दाखिल करेगी। एक बार आरोप-पत्र दाखिल हो जाने के बाद संबंधित अदालतें सुनवाई शुरू करने का अनुरोध करेंगी। [1256, 1768, 1512, 1943]
sc-col-4: तो माननीय (न्यायाधीश) इस मामले की सुनवाई नहीं कर सकते। सीजेआई ने कहा, नहीं, माफ कीजिए, मेहता, हम केवल न्याय निर्णय के बारे में बात नहीं कर रहे हैं। जब हम यहां बैठते हैं, तो हम किसी भी धर्म के अनुयायी नहीं रहते। हम धर्मनिरपेक्ष होते हैं। हमारे लिए, एक या दूसरा पक्ष समान है। [833, 1463, 1043, 1574]
threat-box-text: पलक्कड़ (केरल)। राजस्व संभागीय अधिकारी (आरडीओ) कार्यालय को ईमेल से बम की धमकी मिली, जिसके बाद परिसर की तलाशी ली गई। पुलिस ने बताया कि आरडीओ कार्यालय को लोगों को निकालने के बाद तलाशी ली गई। राज्य के अन्य जिले में भी इसी तरह के ईमेल प्राप्त हुए हैं। ईमेल में दावा किया गया है कि आरडीओ कार्यालय में आरडीएक्स विस्फोटक रखा गया है और इससे दोपहर डेढ़ बजे विस्फोट होगा। जांच में कुछ भी ऐसा नहीं पाया गया है। [194, 2094, 552, 2169]
tariff-headline: शुल्क से कर्ज की स्थिति होगी कमजोर [190, 716, 622, 752]
threat-box [190, 2066, 553, 2216]
sc-col-3: भागीदारी पर आपत्ति तार्किक रूप से न्यायिक निष्पक्षता तक विस्तारित हो सकती है और उस तर्क से, पीठ स्वयं मामले की सुनवाई करने से अयोग्य हो जाएगी। यदि वैधानिक बोर्ड में सदस्यता के लिए विचार की यही कसौटी रखी जाती है, तो वर्तमान पीठ भी मामले की सुनवाई नहीं कर पाएगी। यदि हम उस तर्क के अनुसार चलते हैं, [616, 1463, 826, 1574]
gas-bullet: ▪ गेल (इंडिया) लि. ने गैस की आपूर्ति में कटौती की दी जानकारी [1356, 341, 1504, 370]
tariff-col-2: पर अपनी निर्भरता से प्रभावित होंगी। ज्यादातर बैंकों और संप्रभु देशों के लिए जोखिम, आर्थिक कमजोरी के जरिये अप्रत्यक्ष है। अमेरिकी प्रशासन ने भारी शुल्क को अधिकांश जवाबी शुल्क के कार्यान्वयन पर 90 दिन की रोक लगा दी। हालांकि, इन देशों पर 10 प्रतिशत का मूल शुल्क लागू रहेगा। [379, 938, 565, 1048]
gas-dateline: नई दिल्ली, एजेंसी [968, 269, 1032, 281]
tariff-dateline: नई दिल्ली, एजेंसी [190, 771, 254, 783]
growth-box-text: अंकटाड ने कहा, भारतीय रिजर्व बैंक ने पांच साल में पहली बार नीतिगत दर रेपो में 0.25% की कटौती की है इससे घरेलू खपत के साथ-साथ निजी निवेश योजनाओं को बढ़ावा मिलेगा। दक्षिण एशिया क्षेत्र की वृद्धि दर 2025 में 5.6% रहेगी। इसका कारण महंगाई में कमी से क्षेत्र के ज्यादातर हिस्से में नरम मौद्रिक नीति रुख अपनाया जा रहा है। हालांकि, खाद्य मूल्य में उतार-चढ़ाव को लेकर जोखिम बना रहेगा और कर्ज की जटिल स्थिति बांग्लादेश, पाकिस्तान और श्रीलंका जैसे अर्थव्यवस्थाओं की वृद्धि पर बोझ बढ़ा सकती है। [1160, 833, 1508, 923]
mamata-col-2: करेगा। ममता ने प्रधानमंत्री मोदी से केंद्रीय गृह मंत्री अमित शाह को नियंत्रण में रखने की भी अपील की। उन्होंने दावा किया कि भाजपा ने देश को नुकसान पहुंचाने का एजेंडा है। टीएमसी सुप्रीमो ने दावा किया कि बीएसएफ ने अस्थिर स्थिति के बावजूद कोई कदम नहीं उठाया, जिससे कारण बंगाल में अशांति फैली। [719, 2154, 956, 2248]
column-divider [957, 158, 958, 703]
section-bar [0, 1100, 1512, 1134]
market-header-row [179, 34, 355, 51]
sidebar-headline: जीईएम पर 5.42 लाख करोड़ के हुए लेनदेन [8, 514, 163, 556]
